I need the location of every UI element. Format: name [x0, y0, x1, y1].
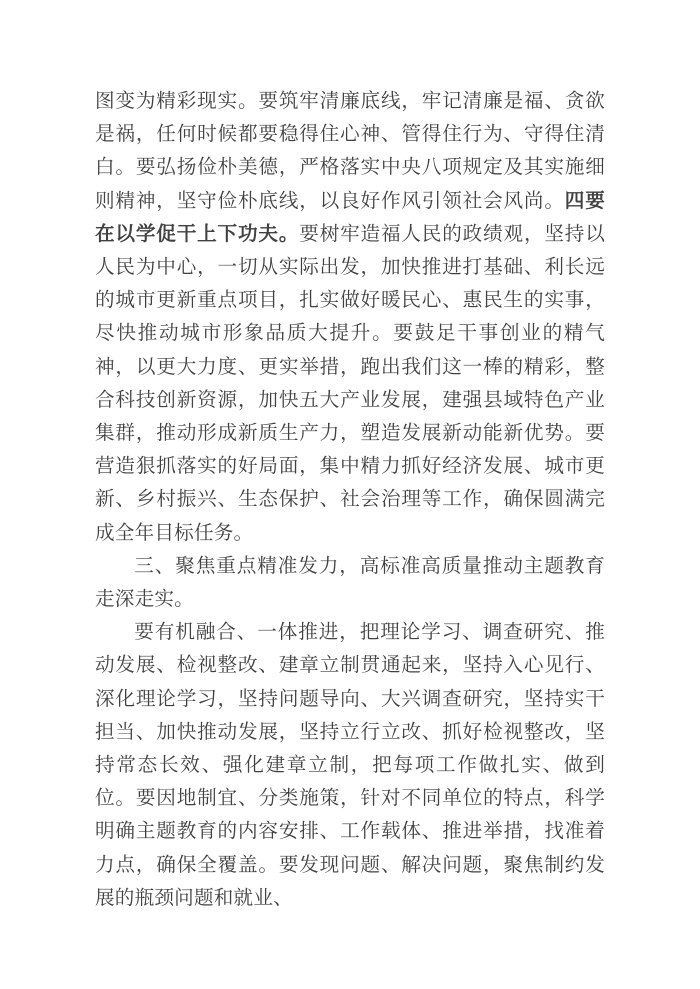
text-run: 图变为精彩现实。要筑牢清廉底线，牢记清廉是福、贪欲是祸，任何时候都要稳得住心神、管得住行为、守得住清白。要弘扬俭朴美德，严格落实中央八项规定及其实施细则精神，坚守俭朴底线，以良好作风引领社会风尚。	[95, 90, 605, 212]
paragraph-section-heading	[95, 550, 605, 616]
paragraph-continuation	[95, 85, 605, 550]
paragraph-body	[95, 616, 605, 915]
text-run: 三、聚焦重点精准发力，高标准高质量推动主题教育走深走实。	[95, 554, 605, 611]
text-run: 要有机融合、一体推进，把理论学习、调查研究、推动发展、检视整改、建章立制贯通起来，坚持入心见行、深化理论学习，坚持问题导向、大兴调查研究，坚持实干担当、加快推动发展，坚持立行立改、抓好检视整改，坚持常态长效、强化建章立制，把每项工作做扎实、做到位。要因地制宜、分类施策，针对不同单位的特点，科学明确主题教育的内容安排、工作载体、推进举措，找准着力点，确保全覆盖。要发现问题、解决问题，聚焦制约发展的瓶颈问题和就业、	[95, 621, 605, 909]
text-run-bold-emphasis: 四要在以学促干上下功夫。	[95, 189, 605, 245]
text-run: 要树牢造福人民的政绩观，坚持以人民为中心，一切从实际出发，加快推进打基础、利长远的城市更新重点项目，扎实做好暖民心、惠民生的实事，尽快推动城市形象品质大提升。要鼓足干事创业的精气神，以更大力度、更实举措，跑出我们这一棒的精彩，整合科技创新资源，加快五大产业发展，建强县域特色产业集群，推动形成新质生产力，塑造发展新动能新优势。要营造狠抓落实的好局面，集中精力抓好经济发展、城市更新、乡村振兴、生态保护、社会治理等工作，确保圆满完成全年目标任务。	[95, 222, 606, 544]
